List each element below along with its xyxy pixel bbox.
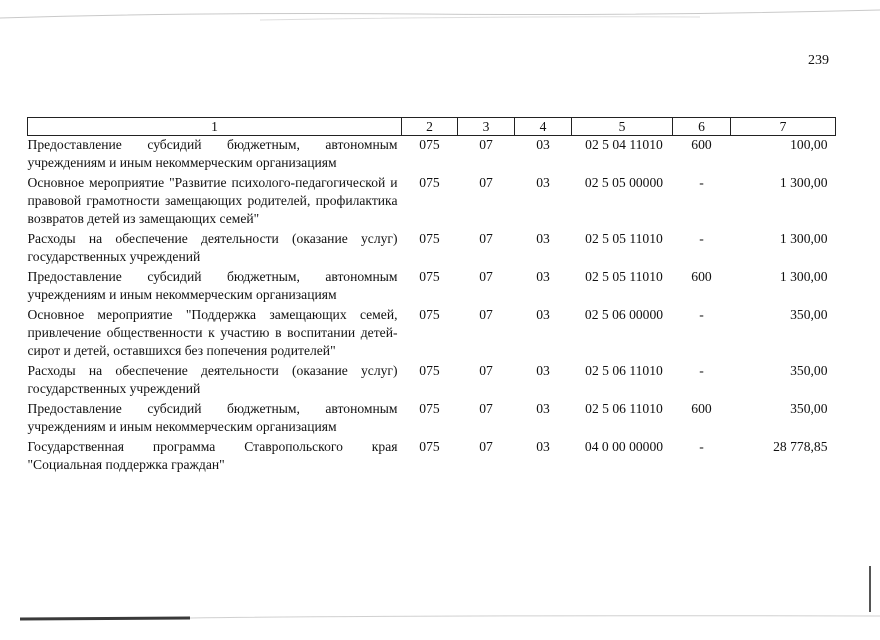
- expense-type-code: 600: [691, 401, 712, 416]
- subsection-code: 03: [536, 137, 550, 152]
- ministry-code: 075: [419, 175, 440, 190]
- amount: 1 300,00: [779, 175, 828, 190]
- header-cell: 4: [515, 118, 572, 136]
- scan-edge-top: [0, 8, 880, 22]
- amount: 100,00: [790, 137, 828, 152]
- target-article-code: 02 5 04 11010: [585, 137, 663, 152]
- target-article-code: 02 5 05 11010: [585, 231, 663, 246]
- table-row: [28, 306, 836, 362]
- section-code: 07: [479, 175, 493, 190]
- amount: 1 300,00: [779, 269, 828, 284]
- target-article-code: 02 5 05 00000: [584, 175, 664, 190]
- item-name: Предоставление субсидий бюджетным, автономным учреждениям и иным некоммерческим организациям: [27, 401, 398, 434]
- section-code: 07: [479, 231, 493, 246]
- target-article-code: 02 5 05 11010: [585, 269, 663, 284]
- table-row: [28, 400, 836, 438]
- subsection-code: 03: [536, 307, 550, 322]
- expense-type-code: -: [699, 363, 704, 378]
- section-code: 07: [479, 401, 493, 416]
- ministry-code: 075: [419, 439, 440, 454]
- target-article-code: 02 5 06 00000: [584, 307, 664, 322]
- header-cell: 7: [731, 118, 836, 136]
- section-code: 07: [479, 137, 493, 152]
- subsection-code: 03: [536, 439, 550, 454]
- item-name: Предоставление субсидий бюджетным, автономным учреждениям и иным некоммерческим организациям: [27, 269, 398, 302]
- budget-table: [27, 117, 835, 476]
- table-row: [28, 174, 836, 230]
- section-code: 07: [479, 307, 493, 322]
- scan-edge-bottom: [20, 612, 880, 626]
- table-row: [28, 268, 836, 306]
- subsection-code: 03: [536, 363, 550, 378]
- table-row: [28, 136, 836, 175]
- item-name: Основное мероприятие "Поддержка замещающих семей, привлечение общественности к участию в воспитании детей-сирот и детей, оставшихся без попечения родителей": [27, 307, 398, 358]
- amount: 28 778,85: [773, 439, 828, 454]
- table-row: [28, 438, 836, 476]
- subsection-code: 03: [536, 175, 550, 190]
- target-article-code: 02 5 06 11010: [585, 363, 663, 378]
- ministry-code: 075: [419, 269, 440, 284]
- ministry-code: 075: [419, 363, 440, 378]
- expense-type-code: -: [699, 231, 704, 246]
- section-code: 07: [479, 439, 493, 454]
- header-cell: 5: [572, 118, 673, 136]
- amount: 350,00: [790, 401, 828, 416]
- expense-type-code: 600: [691, 269, 712, 284]
- item-name: Расходы на обеспечение деятельности (оказание услуг) государственных учреждений: [27, 231, 398, 264]
- item-name: Государственная программа Ставропольского края "Социальная поддержка граждан": [27, 439, 398, 472]
- amount: 350,00: [790, 363, 828, 378]
- ministry-code: 075: [419, 307, 440, 322]
- target-article-code: 02 5 06 11010: [585, 401, 663, 416]
- item-name: Основное мероприятие "Развитие психолого-педагогической и правовой грамотности замещающих родителей, профилактика возвратов детей из замещающих семей": [27, 175, 398, 226]
- expense-type-code: -: [699, 439, 704, 454]
- expense-type-code: 600: [691, 137, 712, 152]
- table-header-row: [28, 118, 836, 136]
- header-cell: 1: [28, 118, 402, 136]
- target-article-code: 04 0 00 00000: [584, 439, 664, 454]
- section-code: 07: [479, 363, 493, 378]
- subsection-code: 03: [536, 231, 550, 246]
- table-row: [28, 362, 836, 400]
- amount: 350,00: [790, 307, 828, 322]
- section-code: 07: [479, 269, 493, 284]
- page-number: 239: [808, 53, 829, 68]
- scan-edge-right: [862, 566, 876, 616]
- expense-type-code: -: [699, 307, 704, 322]
- table-row: [28, 230, 836, 268]
- subsection-code: 03: [536, 269, 550, 284]
- header-cell: 2: [402, 118, 458, 136]
- ministry-code: 075: [419, 401, 440, 416]
- item-name: Предоставление субсидий бюджетным, автономным учреждениям и иным некоммерческим организациям: [27, 137, 398, 170]
- ministry-code: 075: [419, 137, 440, 152]
- subsection-code: 03: [536, 401, 550, 416]
- item-name: Расходы на обеспечение деятельности (оказание услуг) государственных учреждений: [27, 363, 398, 396]
- header-cell: 3: [458, 118, 515, 136]
- amount: 1 300,00: [779, 231, 828, 246]
- expense-type-code: -: [699, 175, 704, 190]
- header-cell: 6: [673, 118, 731, 136]
- ministry-code: 075: [419, 231, 440, 246]
